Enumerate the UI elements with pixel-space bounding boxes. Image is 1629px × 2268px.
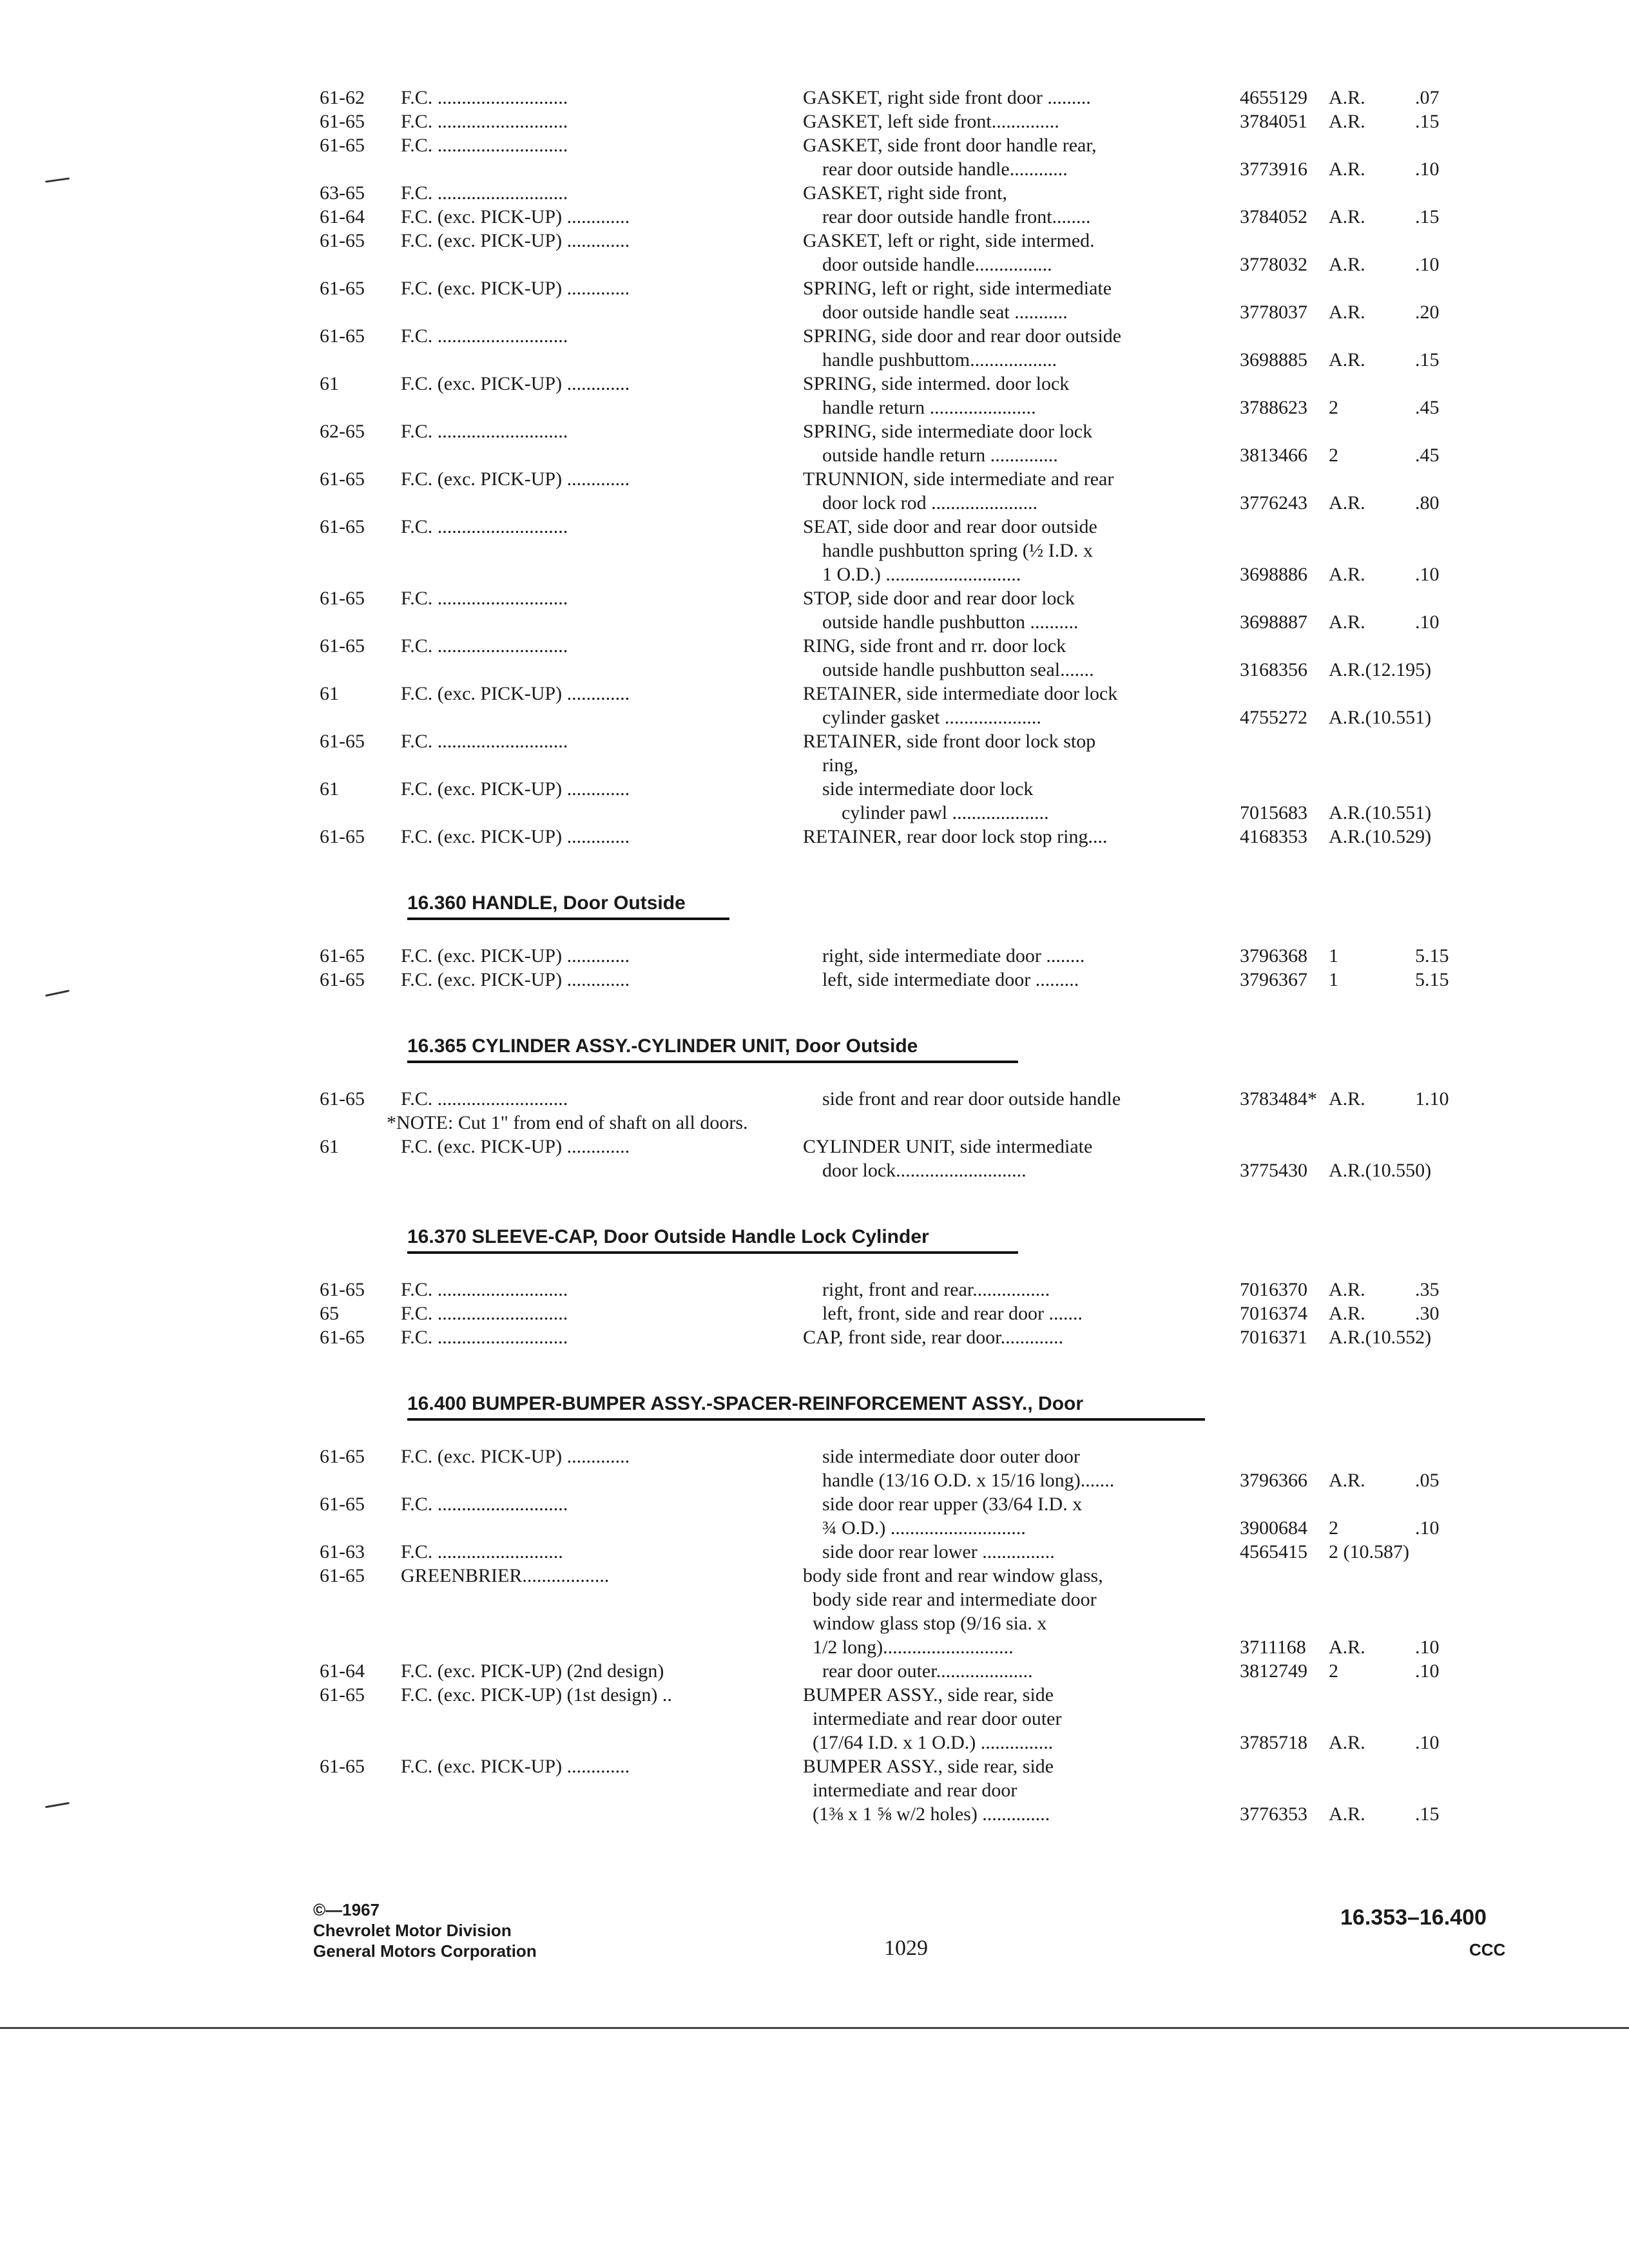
price: .10 [1415,1660,1440,1682]
quantity: A.R. [1329,1470,1365,1491]
section-heading-underline [407,1251,1018,1254]
price: .10 [1415,254,1440,275]
part-number: 7015683 [1240,802,1307,823]
year-range: 61 [320,1136,339,1157]
quantity: A.R. [1329,111,1365,132]
copyright: ©—1967 [313,1900,380,1919]
part-description: outside handle pushbutton seal....... [803,659,1094,680]
part-number: 3778032 [1240,254,1307,275]
quantity: A.R.(10.551) [1329,707,1432,728]
year-range: 61-65 [320,1494,365,1515]
model-name: F.C. ........................... [401,588,568,609]
year-range: 61-65 [320,969,365,990]
model-name: F.C. (exc. PICK-UP) ............. [401,945,630,966]
quantity: A.R. [1329,87,1365,108]
price: .10 [1415,564,1440,585]
part-description: body side rear and intermediate door [803,1589,1097,1610]
part-description: right, front and rear................ [803,1279,1050,1300]
model-name: F.C. (exc. PICK-UP) ............. [401,778,630,800]
part-description: window glass stop (9/16 sia. x [803,1613,1047,1634]
part-description: SPRING, side intermed. door lock [803,373,1070,394]
section-heading: 16.400 BUMPER-BUMPER ASSY.-SPACER-REINFORCEMENT ASSY., Door [407,1393,1084,1414]
model-name: F.C. (exc. PICK-UP) ............. [401,1756,630,1777]
part-description: left, front, side and rear door ....... [803,1303,1083,1324]
price: 5.15 [1415,945,1449,966]
quantity: A.R. [1329,206,1365,227]
year-range: 61-65 [320,1327,365,1348]
part-description: side front and rear door outside handle [803,1088,1121,1110]
price: .10 [1415,611,1440,633]
part-number: 3796368 [1240,945,1307,966]
year-range: 61-65 [320,516,365,537]
price: .15 [1415,1803,1440,1825]
part-description: side door rear upper (33/64 I.D. x [803,1494,1083,1515]
quantity: 2 [1329,1660,1338,1682]
part-description: door outside handle................ [803,254,1052,275]
year-range: 61-65 [320,278,365,299]
year-range: 61-65 [320,588,365,609]
corporation-name: General Motors Corporation [313,1941,537,1961]
year-range: 61-65 [320,111,365,132]
price: .15 [1415,111,1440,132]
model-name: F.C. ........................... [401,1279,568,1300]
part-description: SEAT, side door and rear door outside [803,516,1097,537]
model-name: F.C. ........................... [401,135,568,156]
part-description: body side front and rear window glass, [803,1565,1103,1586]
part-description: SPRING, side intermediate door lock [803,421,1093,442]
model-name: F.C. ........................... [401,1303,568,1324]
quantity: A.R. [1329,302,1365,323]
part-number: 7016370 [1240,1279,1307,1300]
year-range: 61-65 [320,731,365,752]
quantity: A.R. [1329,1088,1365,1110]
model-name: F.C. ........................... [401,1494,568,1515]
model-name: F.C. (exc. PICK-UP) ............. [401,683,630,704]
part-number: 3775430 [1240,1160,1307,1181]
model-name: F.C. ........................... [401,111,568,132]
year-range: 63-65 [320,182,365,204]
part-description: handle return ...................... [803,397,1036,418]
part-description: RETAINER, rear door lock stop ring.... [803,826,1108,847]
year-range: 61-64 [320,1660,365,1682]
model-name: F.C. (exc. PICK-UP) (2nd design) [401,1660,664,1682]
model-name: F.C. ........................... [401,516,568,537]
model-name: F.C. ........................... [401,325,568,347]
part-description: cylinder gasket .................... [803,707,1041,728]
part-number: 3813466 [1240,445,1307,466]
model-name: F.C. (exc. PICK-UP) ............. [401,230,630,251]
part-description: STOP, side door and rear door lock [803,588,1075,609]
part-number: 3784051 [1240,111,1307,132]
part-number: 3778037 [1240,302,1307,323]
price: .15 [1415,206,1440,227]
quantity: A.R. [1329,254,1365,275]
part-description: outside handle pushbutton .......... [803,611,1079,633]
section-heading-underline [407,1418,1205,1421]
year-range: 62-65 [320,421,365,442]
part-description: handle pushbuttom.................. [803,349,1057,370]
part-description: door outside handle seat ........... [803,302,1068,323]
page-code: CCC [1469,1940,1506,1959]
year-range: 61-65 [320,635,365,657]
part-number: 4755272 [1240,707,1307,728]
quantity: A.R. [1329,1732,1365,1753]
part-number: 7016374 [1240,1303,1307,1324]
quantity: A.R. [1329,564,1365,585]
year-range: 61-65 [320,945,365,966]
part-description: side intermediate door outer door [803,1446,1080,1467]
part-number: 3796367 [1240,969,1307,990]
division-name: Chevrolet Motor Division [313,1921,512,1940]
year-range: 61 [320,683,339,704]
model-name: F.C. (exc. PICK-UP) ............. [401,1136,630,1157]
quantity: 1 [1329,945,1338,966]
model-name: F.C. ........................... [401,1327,568,1348]
quantity: A.R.(12.195) [1329,659,1432,680]
part-description: cylinder pawl .................... [803,802,1049,823]
part-description: right, side intermediate door ........ [803,945,1085,966]
part-number: 3698887 [1240,611,1307,633]
model-name: F.C. (exc. PICK-UP) ............. [401,969,630,990]
model-name: F.C. (exc. PICK-UP) (1st design) .. [401,1684,672,1706]
quantity: A.R. [1329,1303,1365,1324]
part-description: CYLINDER UNIT, side intermediate [803,1136,1093,1157]
part-description: (17/64 I.D. x 1 O.D.) ............... [803,1732,1054,1753]
part-description: door lock rod ...................... [803,492,1038,514]
year-range: 61-62 [320,87,365,108]
price: .15 [1415,349,1440,370]
part-number: 3788623 [1240,397,1307,418]
part-description: outside handle return .............. [803,445,1058,466]
quantity: 2 [1329,1517,1338,1539]
quantity: A.R. [1329,1279,1365,1300]
part-number: 3783484* [1240,1088,1317,1110]
price: .05 [1415,1470,1440,1491]
footnote: *NOTE: Cut 1" from end of shaft on all doors. [387,1112,748,1133]
price: .30 [1415,1303,1440,1324]
price: .10 [1415,159,1440,180]
part-number: 4655129 [1240,87,1307,108]
quantity: A.R.(10.551) [1329,802,1432,823]
price: .35 [1415,1279,1440,1300]
part-number: 3698885 [1240,349,1307,370]
year-range: 61-64 [320,206,365,227]
quantity: 1 [1329,969,1338,990]
quantity: 2 (10.587) [1329,1541,1409,1562]
model-name: F.C. ........................... [401,182,568,204]
model-name: F.C. ........................... [401,421,568,442]
year-range: 61-65 [320,230,365,251]
price: 5.15 [1415,969,1449,990]
price: .10 [1415,1637,1440,1658]
part-number: 3796366 [1240,1470,1307,1491]
year-range: 65 [320,1303,339,1324]
part-description: 1/2 long)........................... [803,1637,1014,1658]
part-number: 3711168 [1240,1637,1306,1658]
part-description: door lock........................... [803,1160,1027,1181]
part-description: TRUNNION, side intermediate and rear [803,468,1114,490]
price: .45 [1415,397,1440,418]
part-number: 3785718 [1240,1732,1307,1753]
part-description: left, side intermediate door ......... [803,969,1079,990]
year-range: 61-65 [320,325,365,347]
part-description: RING, side front and rr. door lock [803,635,1066,657]
part-description: rear door outer.................... [803,1660,1033,1682]
part-description: intermediate and rear door outer [803,1708,1062,1729]
part-description: RETAINER, side intermediate door lock [803,683,1118,704]
section-heading: 16.365 CYLINDER ASSY.-CYLINDER UNIT, Door Outside [407,1035,918,1057]
quantity: A.R.(10.550) [1329,1160,1432,1181]
price: .45 [1415,445,1440,466]
model-name: F.C. .......................... [401,1541,563,1562]
price: .10 [1415,1517,1440,1539]
model-name: F.C. (exc. PICK-UP) ............. [401,826,630,847]
model-name: F.C. ........................... [401,635,568,657]
part-number: 4168353 [1240,826,1307,847]
section-heading: 16.370 SLEEVE-CAP, Door Outside Handle Lock Cylinder [407,1226,929,1247]
year-range: 61-65 [320,135,365,156]
part-description: intermediate and rear door [803,1780,1017,1801]
part-description: BUMPER ASSY., side rear, side [803,1684,1054,1706]
part-description: BUMPER ASSY., side rear, side [803,1756,1054,1777]
part-number: 3776243 [1240,492,1307,514]
part-description: CAP, front side, rear door............. [803,1327,1064,1348]
model-name: F.C. (exc. PICK-UP) ............. [401,278,630,299]
quantity: 2 [1329,445,1338,466]
part-description: ring, [803,754,858,776]
section-heading-underline [407,1061,1018,1063]
part-description: rear door outside handle front........ [803,206,1091,227]
quantity: A.R.(10.529) [1329,826,1432,847]
section-range: 16.353–16.400 [1340,1905,1487,1930]
part-description: handle pushbutton spring (½ I.D. x [803,540,1093,561]
year-range: 61-65 [320,1684,365,1706]
part-number: 3168356 [1240,659,1307,680]
part-description: RETAINER, side front door lock stop [803,731,1096,752]
part-description: GASKET, right side front door ......... [803,87,1091,108]
year-range: 61-65 [320,826,365,847]
year-range: 61-65 [320,1446,365,1467]
model-name: F.C. ........................... [401,731,568,752]
year-range: 61 [320,373,339,394]
part-number: 7016371 [1240,1327,1307,1348]
price: .80 [1415,492,1440,514]
part-description: (1⅜ x 1 ⅝ w/2 holes) .............. [803,1803,1050,1825]
part-description: handle (13/16 O.D. x 15/16 long)....... [803,1470,1115,1491]
section-heading: 16.360 HANDLE, Door Outside [407,892,686,914]
model-name: F.C. ........................... [401,1088,568,1110]
part-number: 3776353 [1240,1803,1307,1825]
model-name: GREENBRIER.................. [401,1565,610,1586]
year-range: 61-65 [320,1756,365,1777]
part-number: 3773916 [1240,159,1307,180]
part-description: side door rear lower ............... [803,1541,1055,1562]
part-number: 3900684 [1240,1517,1307,1539]
quantity: A.R. [1329,492,1365,514]
part-description: GASKET, left or right, side intermed. [803,230,1095,251]
part-number: 4565415 [1240,1541,1307,1562]
part-description: GASKET, right side front, [803,182,1007,204]
part-number: 3812749 [1240,1660,1307,1682]
price: 1.10 [1415,1088,1449,1110]
year-range: 61 [320,778,339,800]
page-number: 1029 [884,1936,928,1960]
price: .20 [1415,302,1440,323]
model-name: F.C. ........................... [401,87,568,108]
part-description: GASKET, left side front.............. [803,111,1059,132]
price: .07 [1415,87,1440,108]
model-name: F.C. (exc. PICK-UP) ............. [401,373,630,394]
year-range: 61-65 [320,1565,365,1586]
part-description: ¾ O.D.) ............................ [803,1517,1026,1539]
quantity: A.R. [1329,349,1365,370]
quantity: A.R. [1329,1637,1365,1658]
part-number: 3784052 [1240,206,1307,227]
part-description: side intermediate door lock [803,778,1034,800]
year-range: 61-65 [320,1088,365,1110]
part-number: 3698886 [1240,564,1307,585]
quantity: 2 [1329,397,1338,418]
price: .10 [1415,1732,1440,1753]
part-description: SPRING, left or right, side intermediate [803,278,1112,299]
part-description: GASKET, side front door handle rear, [803,135,1097,156]
year-range: 61-65 [320,468,365,490]
quantity: A.R. [1329,1803,1365,1825]
model-name: F.C. (exc. PICK-UP) ............. [401,468,630,490]
model-name: F.C. (exc. PICK-UP) ............. [401,1446,630,1467]
part-description: 1 O.D.) ............................ [803,564,1021,585]
year-range: 61-63 [320,1541,365,1562]
year-range: 61-65 [320,1279,365,1300]
quantity: A.R.(10.552) [1329,1327,1432,1348]
page-bottom-rule [0,2027,1629,2029]
part-description: SPRING, side door and rear door outside [803,325,1122,347]
section-heading-underline [407,918,729,920]
part-description: rear door outside handle............ [803,159,1068,180]
quantity: A.R. [1329,159,1365,180]
model-name: F.C. (exc. PICK-UP) ............. [401,206,630,227]
quantity: A.R. [1329,611,1365,633]
